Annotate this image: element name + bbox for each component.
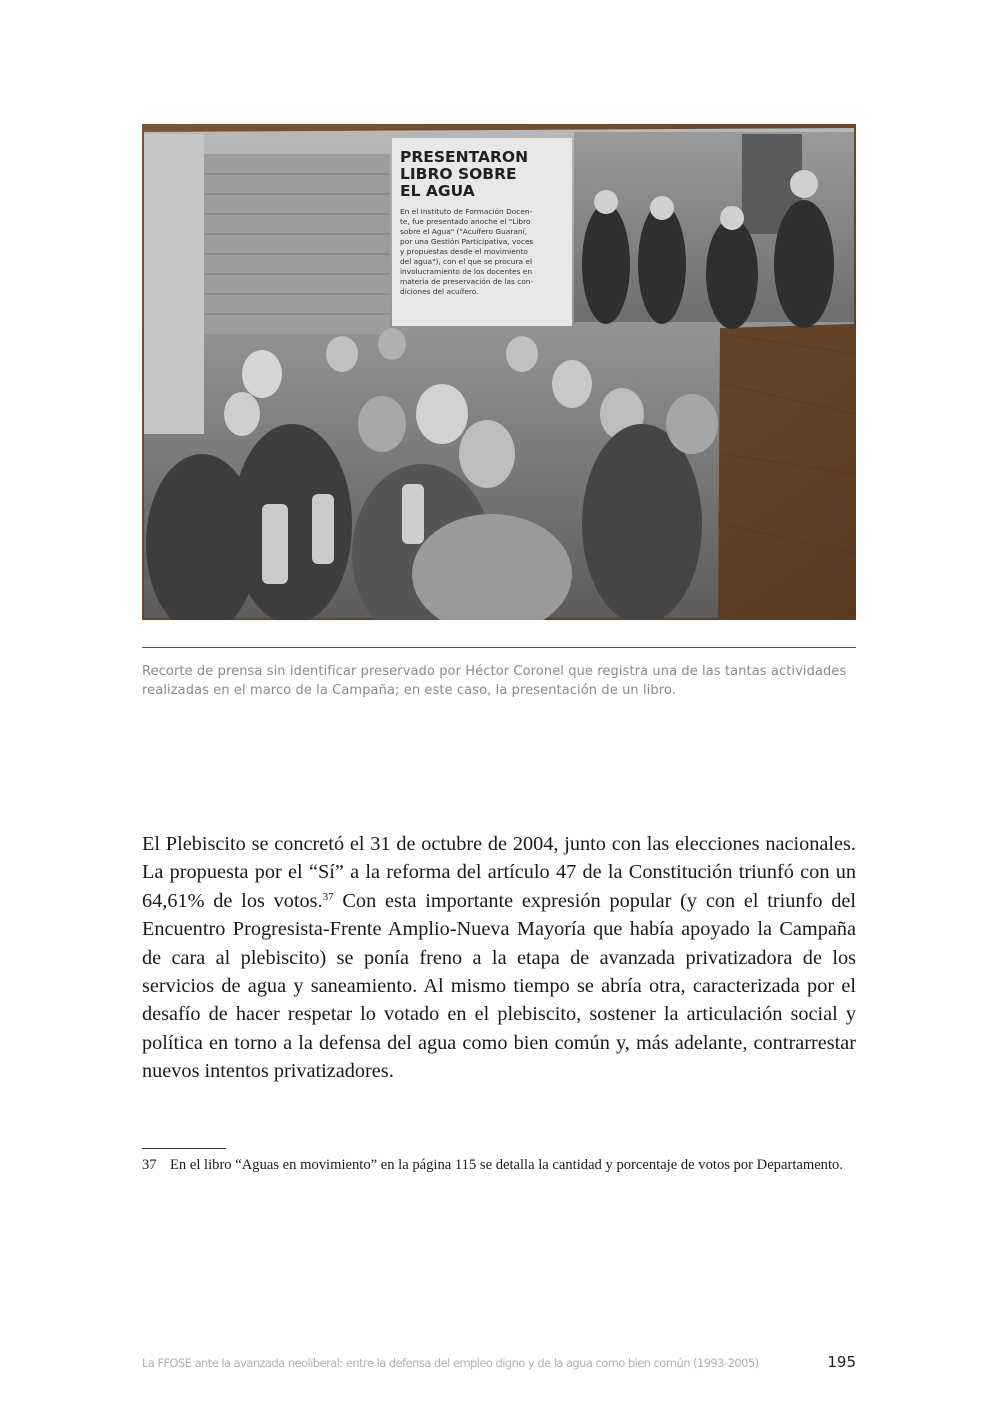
running-footer-title: La FFOSE ante la avanzada neoliberal: entre la defensa del empleo digno y de la agua como bien común (1993-2005) <box>142 1356 759 1370</box>
body-text-before-note: El Plebiscito se concretó el 31 de octubre de 2004, junto con las elecciones nacionales. La propuesta por el “Sí” a la reforma del artículo 47 de la Constitución triunfó con un 64,61% de los votos. <box>142 833 856 912</box>
clipping-body-line: del agua"), con el que se procura el <box>400 257 532 266</box>
clipping-body-line: En el Instituto de Formación Docen- <box>400 207 533 216</box>
clipping-body-line: diciones del acuífero. <box>400 287 479 296</box>
clipping-body-line: por una Gestión Participativa, voces <box>400 237 534 246</box>
clipping-headline-line-1: PRESENTARON <box>400 148 529 166</box>
figure-caption: Recorte de prensa sin identificar preservado por Héctor Coronel que registra una de las tantas actividades realizadas en el marco de la Campaña; en este caso, la presentación de un libro. <box>142 664 847 698</box>
body-paragraph <box>142 830 856 1086</box>
footnote <box>142 1156 856 1175</box>
clipping-headline-block <box>392 138 572 326</box>
clipping-body-line: y propuestas desde el movimiento <box>400 247 528 256</box>
footnote-number: 37 <box>142 1157 157 1173</box>
clipping-body-line: involucramiento de los docentes en <box>400 267 532 276</box>
footnote-text: En el libro “Aguas en movimiento” en la página 115 se detalla la cantidad y porcentaje de votos por Departamento. <box>170 1157 843 1173</box>
clipping-headline-line-2: LIBRO SOBRE <box>400 165 517 183</box>
clipping-body-line: te, fue presentado anoche el "Libro <box>400 217 531 226</box>
group-photo <box>574 132 854 329</box>
body-text-after-note: Con esta importante expresión popular (y con el triunfo del Encuentro Progresista-Frente Amplio-Nueva Mayoría que había apoyado la Campaña de cara al plebiscito) se ponía freno a la etapa de avanzada privatizadora de los servicios de agua y saneamiento. Al mismo tiempo se abría otra, caracterizada por el desafío de hacer respetar lo votado en el plebiscito, sostener la articulación social y política en torno a la defensa del agua como bien común y, más adelante, contrarrestar nuevos intentos privatizadores. <box>142 889 856 1083</box>
press-clipping-photo <box>142 124 856 620</box>
clipping-body-line: sobre el Agua" ("Acuífero Guaraní, <box>400 227 527 236</box>
footnote-divider <box>142 1148 226 1149</box>
caption-divider <box>142 647 856 648</box>
brick-wall <box>204 154 390 334</box>
page-number: 195 <box>827 1353 856 1371</box>
clipping-headline-line-3: EL AGUA <box>400 182 475 200</box>
clipping-body-line: materia de preservación de las con- <box>400 277 534 286</box>
footnote-reference[interactable]: 37 <box>322 890 334 903</box>
